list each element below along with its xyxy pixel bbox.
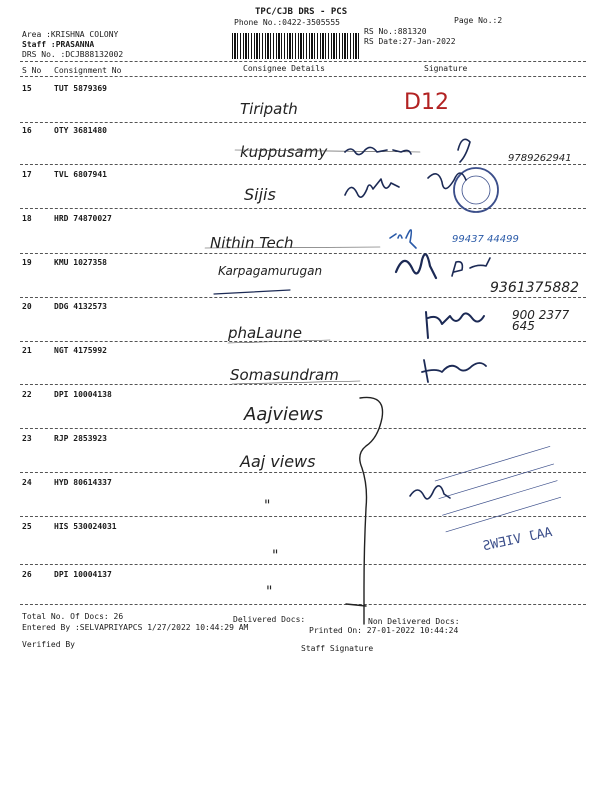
row-sno: 17	[22, 170, 32, 179]
staff-signature: Staff Signature	[301, 644, 374, 653]
bracket-mark	[360, 397, 383, 624]
consignee-handwritten: Sijis	[244, 185, 276, 204]
consignee-handwritten: Nithin Tech	[210, 234, 294, 252]
row-consignment: TVL 6807941	[54, 170, 107, 179]
row-consignment: KMU 1027358	[54, 258, 107, 267]
consignee-underline	[232, 381, 360, 384]
col-sno: S No	[22, 66, 42, 75]
rs-date: RS Date:27-Jan-2022	[364, 37, 456, 46]
row-sno: 21	[22, 346, 32, 355]
phone-number: Phone No.:0422-3505555	[234, 18, 340, 27]
row-sno: 26	[22, 570, 32, 579]
row-sno: 24	[22, 478, 32, 487]
drs-number: DRS No. :DCJB88132002	[22, 50, 124, 59]
delivered-docs: Delivered Docs:	[233, 615, 306, 624]
area-label: Area :KRISHNA COLONY	[22, 30, 119, 39]
ditto-mark: "	[266, 584, 273, 600]
phone-handwritten: 9789262941	[508, 153, 572, 164]
row-consignment: OTY 3681480	[54, 126, 107, 135]
delivery-mark: D12	[404, 90, 449, 115]
signature-scribble	[390, 230, 416, 248]
page-number: Page No.:2	[454, 16, 503, 25]
non-delivered-docs: Non Delivered Docs:	[368, 617, 460, 626]
consignee-underline	[235, 150, 420, 152]
row-sno: 16	[22, 126, 32, 135]
signature-scribble	[452, 258, 490, 276]
consignee-handwritten: Tiripath	[240, 100, 298, 118]
row-sno: 18	[22, 214, 32, 223]
row-consignment: DPI 10004137	[54, 570, 112, 579]
consignee-underline	[205, 247, 380, 248]
consignee-handwritten: Aajviews	[244, 404, 324, 425]
round-stamp	[454, 168, 498, 212]
document-title: TPC/CJB DRS - PCS	[255, 7, 348, 17]
consignee-underline	[228, 340, 330, 343]
phone-handwritten: 9361375882	[490, 280, 580, 296]
row-consignment: DPI 10004138	[54, 390, 112, 399]
verified-by: Verified By	[22, 640, 75, 649]
entered-by: Entered By :SELVAPRIYAPCS 1/27/2022 10:44:29 AM	[22, 623, 249, 632]
ditto-mark: "	[264, 498, 271, 514]
signature-scribble	[426, 312, 484, 338]
signature-scribble	[396, 254, 436, 278]
col-signature: Signature	[424, 64, 468, 73]
row-sno: 20	[22, 302, 32, 311]
row-sno: 23	[22, 434, 32, 443]
rs-number: RS No.:881320	[364, 27, 427, 36]
stamp-text: AAJ VIEWS	[481, 524, 554, 555]
consignee-handwritten: Aaj views	[240, 452, 316, 471]
ditto-mark: "	[272, 548, 279, 564]
consignee-handwritten: Somasundram	[230, 366, 339, 384]
row-sno: 22	[22, 390, 32, 399]
staff-label: Staff :PRASANNA	[22, 40, 95, 49]
mirrored-stamp	[433, 446, 570, 561]
phone-handwritten: 900 2377 645	[512, 308, 570, 333]
total-docs: Total No. Of Docs: 26	[22, 612, 124, 621]
row-consignment: TUT 5879369	[54, 84, 107, 93]
row-consignment: HYD 80614337	[54, 478, 112, 487]
stamp-lines	[433, 446, 563, 532]
row-consignment: RJP 2853923	[54, 434, 107, 443]
row-consignment: NGT 4175992	[54, 346, 107, 355]
consignee-handwritten: Karpagamurugan	[218, 264, 323, 278]
col-consignee: Consignee Details	[243, 64, 325, 73]
row-consignment: HRD 74870027	[54, 214, 112, 223]
signature-scribble	[458, 139, 470, 162]
bracket-mark	[346, 604, 366, 606]
signature-scribble	[422, 360, 486, 382]
row-sno: 25	[22, 522, 32, 531]
consignee-handwritten: kuppusamy	[240, 143, 328, 161]
row-sno: 19	[22, 258, 32, 267]
row-sno: 15	[22, 84, 32, 93]
signature-scribble	[345, 179, 399, 197]
signature-scribble	[345, 147, 411, 154]
col-consignment: Consignment No	[54, 66, 122, 75]
consignee-handwritten: phaLaune	[228, 324, 303, 342]
printed-on: Printed On: 27-01-2022 10:44:24	[309, 626, 459, 635]
strike-line	[214, 290, 290, 294]
row-consignment: HIS 530024031	[54, 522, 117, 531]
row-consignment: DDG 4132573	[54, 302, 107, 311]
phone-handwritten: 99437 44499	[452, 234, 519, 245]
